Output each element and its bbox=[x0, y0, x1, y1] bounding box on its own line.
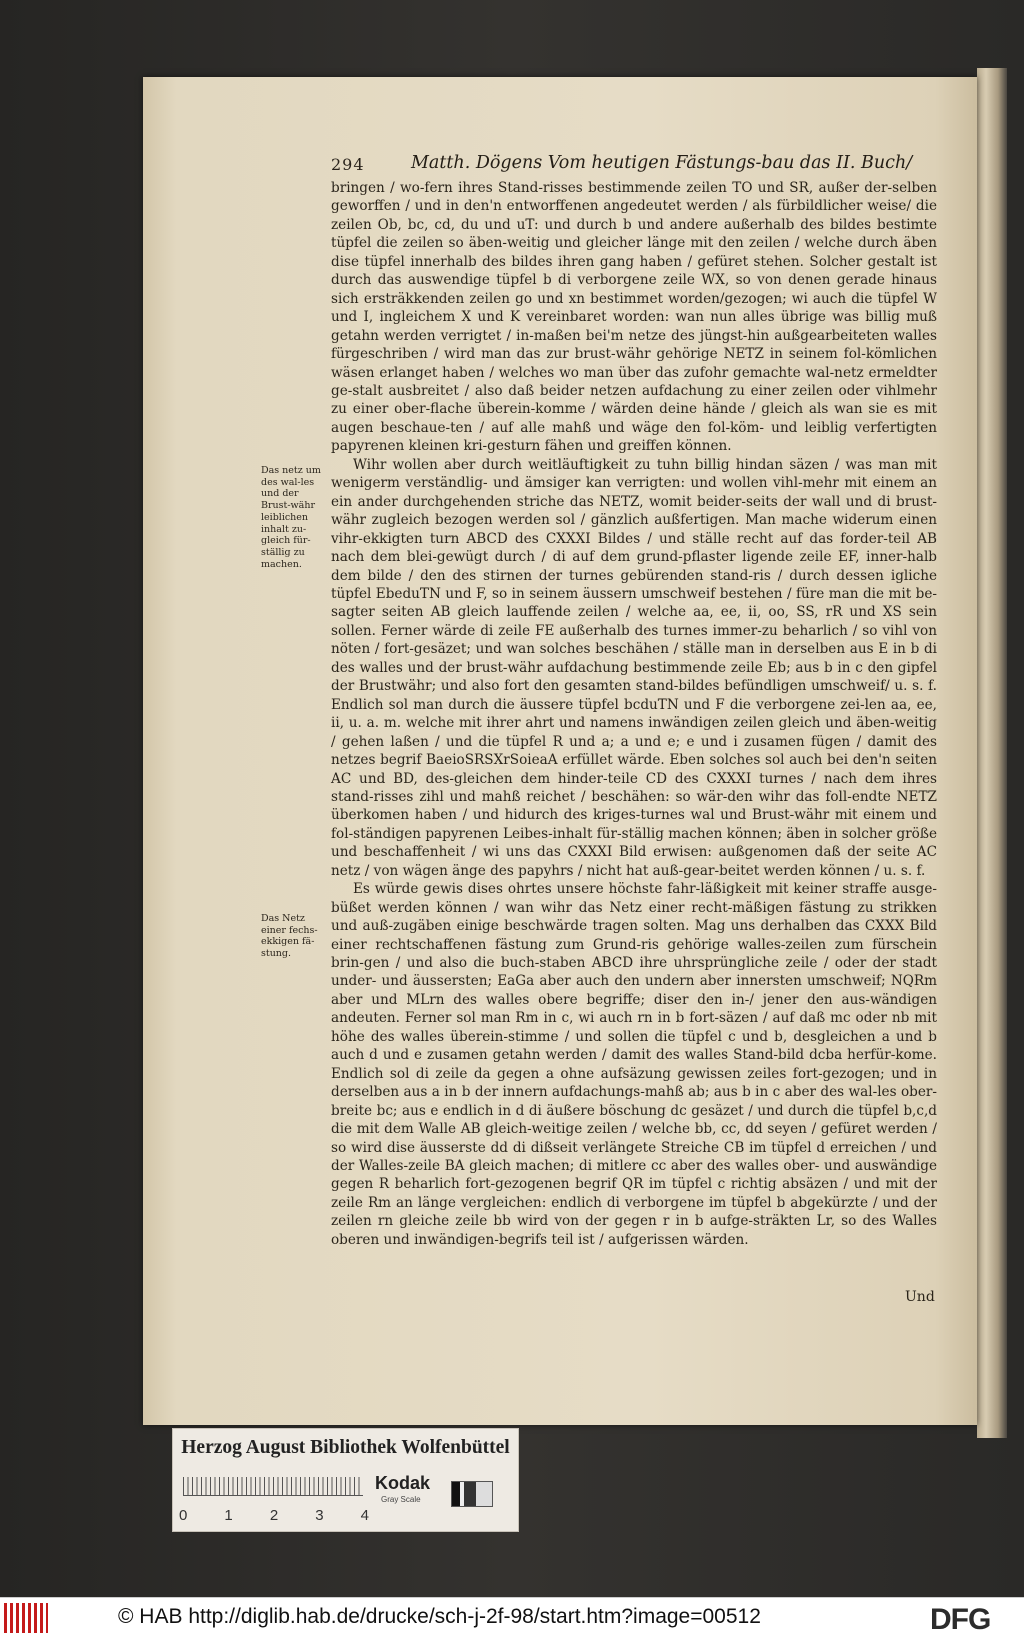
kodak-gray-scale-label: Gray Scale bbox=[381, 1495, 421, 1504]
paragraph: Wihr wollen aber durch weitläuftigkeit zu tuhn billig hindan säzen / was man mit wenigerm verständlig- und ämsiger kan verrigten: und wollen vihl-mehr mit einem an ein ander durchgehenden striche das NETZ, womit beider-seits der wall und di brust-währ zugleich bezogen werden sol / gänzlich außfertigen. Man mache widerum einen vihr-ekkigten turn ABCD des CXXXI Bildes / und ställe recht auf das forder-teil AB nach dem blei-gewügt durch / di auf dem grund-pflaster ligende zeile EF, inner-halb dem bilde / den des stirnen der turnes gebürenden stand-ris / durch dessen igliche tüpfel EbeduTN und F, so in seinem äussern umschweif bestehen / füre man die mit be-sagter seiten AB gleich lauffende zeilen / welche aa, ee, ii, oo, SS, rR und XS sein sollen. Ferner wärde di zeile FE außerhalb des turnes immer-zu beharlich / so vihl von nöten / fort-gesäzet; und wan solches beschähen / ställe man in derselben aus E in b di des walles und der brust-währ aufdachung bestimmende zeile Eb; aus b in c den gipfel der Brustwähr; und also fort den gesamten stand-bildes befündligen umschweif/ u. s. f. Endlich sol man durch die äussere tüpfel bcduTN und F die verborgene zei-len aa, ee, ii, u. a. m. welche mit ihrer ahrt und namens inwändigen zeilen gleich und äben-weitig / gehen laßen / und die tüpfel R und a; a und e; e und i zusamen fügen / damit des netzes begrif BaeioSRSXrSoieaA erfüllet wärde. Eben solches sol auch bei den'n seiten AC und BD, des-gleichen dem hinder-teile CD des CXXXI turnes / nach dem ihres stand-risses zihl und mahß reichet / beschähen: so wär-den wihr das foll-endte NETZ überkomen haben / und hidurch des kriges-turnes wal und Brust-währ mit einem und fol-ständigen papyrenen Leibes-inhalt für-ställig machen können; äben in solcher größe und beschaffenheit / wi uns das CXXXI Bild erwisen: außgenomen daß der seite AC netz / von wägen änge des papyhrs / nicht hat auß-gear-beitet werden können / u. s. f. bbox=[331, 456, 937, 879]
ruler-number: 0 bbox=[179, 1507, 188, 1524]
book-page bbox=[143, 77, 977, 1425]
scale-ruler bbox=[183, 1477, 363, 1496]
running-header: Matth. Dögens Vom heutigen Fästungs-bau das II. Buch/ bbox=[411, 153, 913, 173]
kodak-logo: Kodak bbox=[375, 1473, 431, 1493]
margin-note: Das netz um des wal-les und der Brust-währ leiblichen inhalt zu-gleich für-ställig zu machen. bbox=[261, 465, 321, 570]
catchword: Und bbox=[905, 1289, 935, 1305]
ruler-number: 1 bbox=[224, 1507, 233, 1524]
ruler-number: 4 bbox=[360, 1507, 369, 1524]
gray-scale-bars bbox=[451, 1481, 493, 1507]
hab-logo-icon bbox=[4, 1603, 48, 1633]
next-page-edge bbox=[977, 68, 1007, 1438]
footer-copyright-link[interactable]: © HAB http://diglib.hab.de/drucke/sch-j-2f-98/start.htm?image=00512 bbox=[118, 1605, 761, 1628]
paragraph: bringen / wo-fern ihres Stand-risses bestimmende zeilen TO und SR, außer der-selben geworffen / und in den'n entworffenen angedeutet werden / als fürbildlicher weise/ die zeilen Ob, bc, cd, du und uT: und durch b und andere außerhalb des bildes bestimte tüpfel die zeilen so äben-weitig und gleicher länge mit den zeilen / welche durch äben dise tüpfel innerhalb des bildes ihren gang haben / gefüret stehen. Solcher gestalt ist durch das auswendige tüpfel b di verborgene zeile WX, so von denen gerade hinaus sich ersträkkenden zeilen go und xn bestimmet worden/gezogen; wi auch die tüpfel W und I, ingleichem X und K vereinbaret worden: wan nun alles übrige was billig muß getahn werden verrigtet / in-maßen bei'm netze des jüngst-hin außgearbeiteten walles fürgeschriben / wird man das zur brust-währ gehörige NETZ in seinem fol-kömlichen wäsen erlanget haben / welches wo man über das zufohr gemachte wal-netz ermeldter ge-stalt ausbreitet / also daß beider netzen aufdachung zu einer zeilen oder vihlmehr zu einer ober-flache überein-komme / wärden deine hände / gleich als wan sie es mit augen beschaue-ten / auf alle mahß und wäge den fol-köm- und leiblig verfertigten papyrenen kleinen kri-gesturn fähen und greiffen können. bbox=[331, 180, 937, 455]
footer-bar bbox=[0, 1597, 1024, 1638]
library-watermark-card bbox=[172, 1428, 519, 1532]
paragraph: Es würde gewis dises ohrtes unsere höchste fahr-läßigkeit mit keiner straffe ausge-büßet werden können / wan wihr das Netz einer recht-mäßigen fästung zu strikken und auß-zugäben einige beschwärde tragen solten. Mag uns derhalben das CXXX Bild einer rechtschaffenen fästung zum Grund-ris gehörige walles-zeilen zum fürschein brin-gen / und also die buch-staben ABCD ihre uhrsprüngliche zeile / oder der stadt under- und äussersten; EaGa aber auch den undern aber innersten umschweif; NQRm aber und MLrn des walles obere begriffe; diser den in-/ jener den aus-wändigen andeuten. Ferner sol man Rm in c, wi auch rn in b fort-säzen / auf daß mc oder nb mit höhe des walles überein-stimme / und sollen die tüpfel c und b, desgleichen a und b auch d und e zusamen getahn werden / damit des walles Stand-bild dcba herfür-kome. Endlich sol di zeile da gegen a ohne aufsäzung gewissen zeiles fort-gezogen; und in derselben aus a in b der innern aufdachungs-mahß ab; aus b in c aber des wal-les ober-breite bc; aus e endlich in d di äußere böschung dc gesäzet / und durch die tüpfel b,c,d die mit dem Walle AB gleich-weitige zeilen / welche bb, cc, dd seyen / gefüret werden / so wird dise äusserste dd di dißseit verlängete Streiche CB im tüpfel d erreichen / und der Walles-zeile BA gleich machen; di mitlere cc aber des walles ober- und auswändige gegen R beharlich fort-gezogenen begrif QR im tüpfel c richtig absäzen / und mit der zeile Rm an länge vergleichen: endlich di verborgene im tüpfel b abgekürzte / und der zeilen rn gleiche zeile bb wird von der gegen r in b aufge-sträkten Lr, so des Walles oberen und inwändigen-begrifs teil ist / aufgerissen wärden. bbox=[331, 881, 937, 1248]
body-text bbox=[331, 179, 937, 1249]
ruler-numbers bbox=[179, 1507, 369, 1524]
ruler-number: 3 bbox=[315, 1507, 324, 1524]
page-number: 294 bbox=[331, 155, 365, 174]
ruler-number: 2 bbox=[269, 1507, 279, 1524]
margin-note: Das Netz einer fechs-ekkigen fä-stung. bbox=[261, 913, 318, 960]
dfg-logo: DFG bbox=[930, 1603, 991, 1636]
library-name: Herzog August Bibliothek Wolfenbüttel bbox=[181, 1437, 510, 1458]
